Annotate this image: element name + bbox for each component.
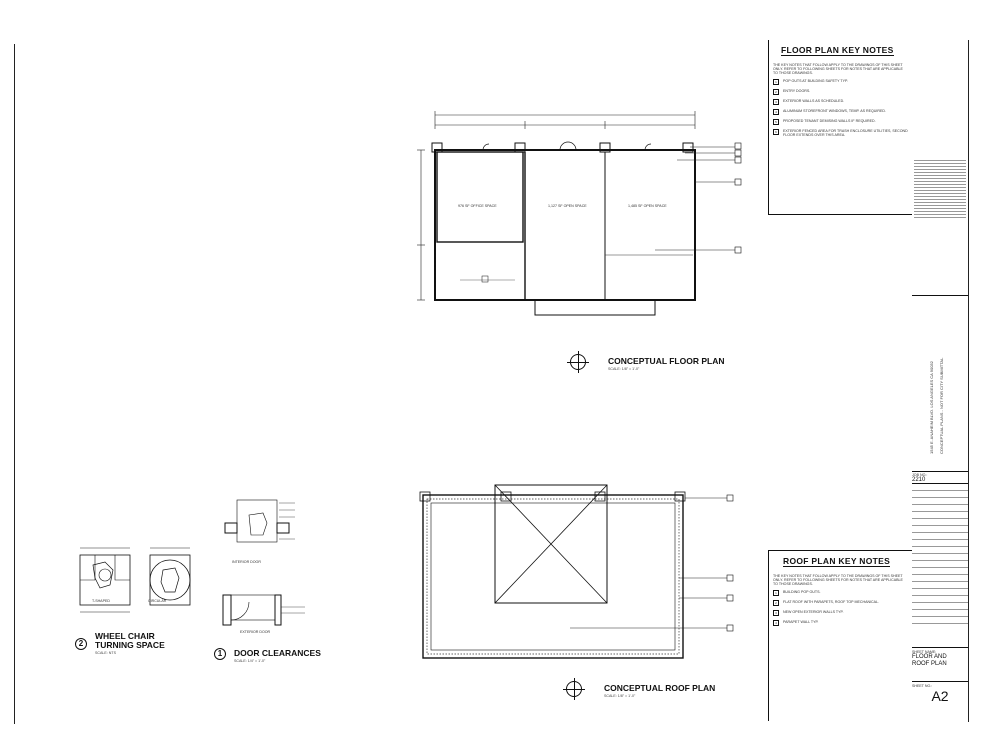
roof-plan-drawing [415,480,745,665]
door-clearances-title: DOOR CLEARANCES [234,648,321,658]
project-address: 1545 E. ANAHEIM BLVD. LOS ANGELES CA 90032 [929,361,934,454]
floor-plan-symbol [570,354,586,370]
title-block-row [912,491,968,498]
title-block-row [912,603,968,610]
sheet-no-label: SHEET NO.: [912,684,933,688]
roof-plan-scale: SCALE: 1/8" = 1'-0" [604,694,636,698]
note-text: FLAT ROOF WITH PARAPETS, ROOF TOP MECHANICAL. [783,600,880,604]
roof-notes-panel [768,550,912,721]
title-block-row [912,533,968,540]
title-block-row [912,582,968,589]
roof-note-item [773,590,908,596]
note-text: PARAPET WALL TYP. [783,620,819,624]
title-block-row [912,561,968,568]
note-text: PROPOSED TENANT DEMISING WALLS IF REQUIRED. [783,119,876,123]
title-block-row [912,505,968,512]
roof-note-item [773,600,908,606]
note-text: EXTERIOR WALLS AS SCHEDULED. [783,99,845,103]
title-block-row [912,484,968,491]
room-label-office: 976 SF OFFICE SPACE [458,204,497,208]
roof-note-item [773,620,908,626]
sheet-name-line2: ROOF PLAN [912,661,947,667]
sheet-left-border [14,44,15,724]
roof-note-item [773,610,908,616]
title-block-row [912,575,968,582]
door-clearances-scale: SCALE: 1/4" = 1'-0" [234,659,266,663]
room-label-open-2: 1,485 SF OPEN SPACE [628,204,667,208]
roof-notes-intro: THE KEY NOTES THAT FOLLOW APPLY TO THE DRAWINGS OF THIS SHEET ONLY. REFER TO FOLLOWING SHEETS FOR NOTES THAT ARE APPLICABLE TO THOSE DRAWINGS. [773,574,903,586]
wheelchair-detail-drawing [75,540,195,620]
wheelchair-title-line1: WHEEL CHAIR [95,631,155,641]
job-info [912,470,968,624]
title-block-row [912,512,968,519]
floor-notes-panel [768,40,912,215]
roof-notes-list [773,590,908,626]
wheelchair-title-line2: TURNING SPACE [95,640,165,650]
floor-note-item [773,109,908,115]
note-number: 5 [773,119,779,125]
note-number: 4 [773,620,779,626]
title-block-row [912,526,968,533]
floor-note-item [773,89,908,95]
floor-plan-scale: SCALE: 1/8" = 1'-0" [608,367,640,371]
floor-notes-list [773,79,908,137]
project-info-panel [912,295,968,472]
stamp-block [914,160,966,220]
sheet-name-block [912,647,968,668]
floor-plan-drawing [415,105,755,320]
title-block [912,40,968,722]
note-number: 2 [773,600,779,606]
floor-note-item [773,119,908,125]
interior-door-label: INTERIOR DOOR [232,560,261,564]
roof-plan-symbol [566,681,582,697]
sheet-name-label: SHEET NAME: [912,650,937,654]
title-block-border [968,40,969,722]
sheet-no-block [912,681,968,704]
note-number: 3 [773,610,779,616]
note-number: 1 [773,79,779,85]
title-block-row [912,610,968,617]
detail-2-bubble: 2 [75,638,87,650]
title-block-row [912,568,968,575]
note-number: 2 [773,89,779,95]
note-number: 3 [773,99,779,105]
t-shaped-label: T-SHAPED [92,599,110,603]
note-text: POP OUTS AT BUILDING SAFETY TYP. [783,79,848,83]
sheet-name-line1: FLOOR AND [912,654,947,660]
floor-notes-heading: FLOOR PLAN KEY NOTES [781,45,894,55]
title-block-row [912,547,968,554]
roof-plan-title: CONCEPTUAL ROOF PLAN [604,683,716,693]
note-text: EXTERIOR FENCED AREA FOR TRASH ENCLOSURE UTILITIES, SECOND FLOOR EXTENDS OVER THIS AREA. [783,129,908,137]
note-number: 1 [773,590,779,596]
project-status: CONCEPTUAL PLANS - NOT FOR CITY SUBMITTAL [939,357,944,454]
door-clearances-drawing [215,495,325,640]
wheelchair-scale: SCALE: NTS [95,651,116,655]
title-block-row [912,498,968,505]
room-label-open-1: 1,127 SF OPEN SPACE [548,204,587,208]
floor-notes-intro: THE KEY NOTES THAT FOLLOW APPLY TO THE DRAWINGS OF THIS SHEET ONLY. REFER TO FOLLOWING SHEETS FOR NOTES THAT ARE APPLICABLE TO THOSE DRAWINGS. [773,63,903,75]
note-text: ENTRY DOORS. [783,89,811,93]
note-number: 4 [773,109,779,115]
title-block-row [912,554,968,561]
title-block-row [912,589,968,596]
note-number: 6 [773,129,779,135]
floor-note-item [773,99,908,105]
note-text: NEW OPEN EXTERIOR WALLS TYP. [783,610,844,614]
note-text: BUILDING POP OUTS. [783,590,821,594]
title-block-row [912,540,968,547]
title-block-row [912,519,968,526]
exterior-door-label: EXTERIOR DOOR [240,630,271,634]
circular-label: CIRCULAR [148,599,167,603]
title-block-row [912,617,968,624]
job-no: 2210 [912,477,968,484]
title-block-row [912,596,968,603]
note-text: ALUMINUM STOREFRONT WINDOWS, TEMP. AS REQUIRED. [783,109,886,113]
detail-1-bubble: 1 [214,648,226,660]
roof-notes-heading: ROOF PLAN KEY NOTES [783,556,891,566]
floor-plan-title: CONCEPTUAL FLOOR PLAN [608,356,725,366]
floor-note-item [773,79,908,85]
job-no-label: JOB NO.: [912,473,928,477]
sheet-no: A2 [931,688,949,704]
floor-note-item [773,129,908,137]
